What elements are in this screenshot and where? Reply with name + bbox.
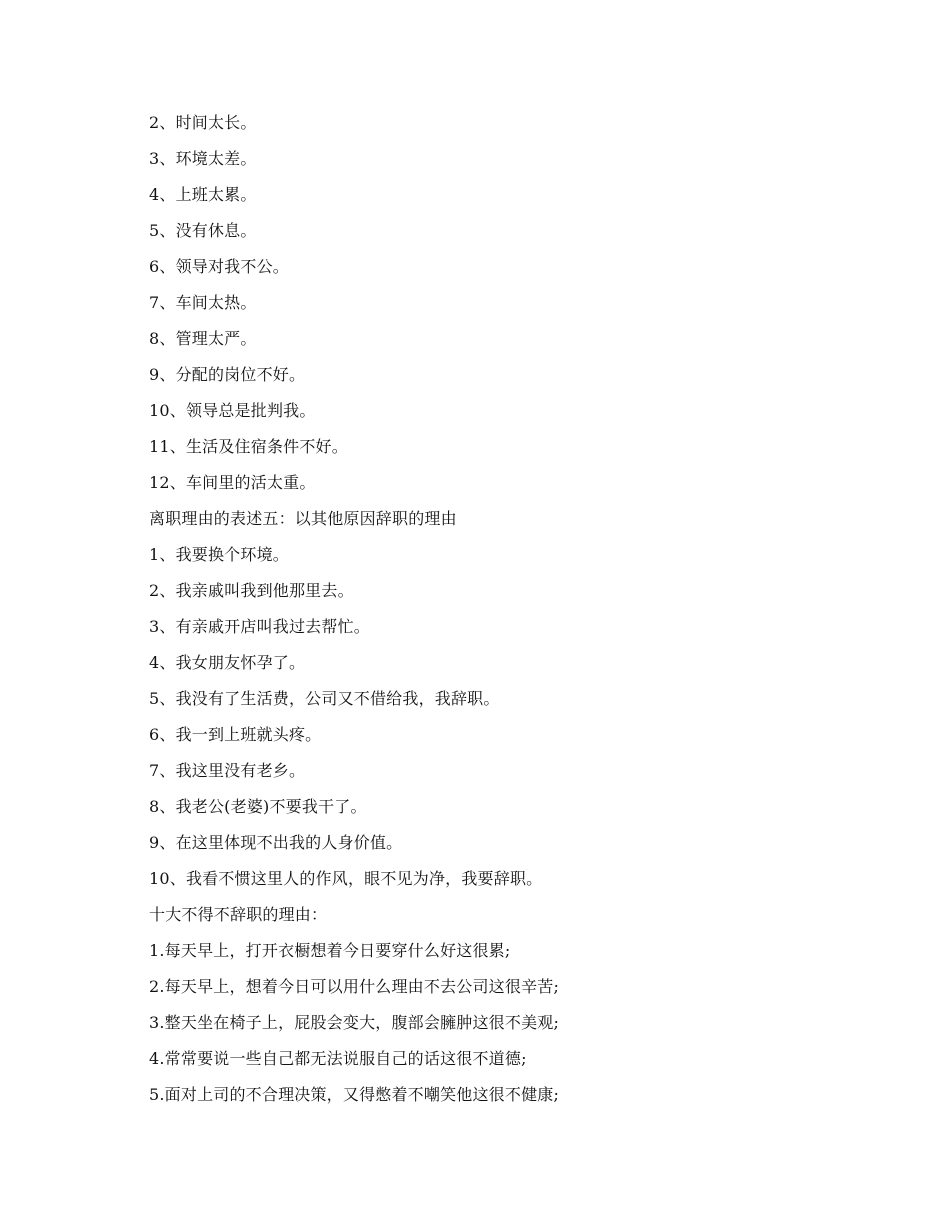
text-line: 5.面对上司的不合理决策，又得憋着不嘲笑他这很不健康; [149,1085,560,1104]
text-line: 2、我亲戚叫我到他那里去。 [149,581,354,600]
document-body [149,110,849,1118]
text-line: 9、分配的岗位不好。 [149,365,306,384]
text-line: 11、生活及住宿条件不好。 [149,437,348,456]
text-line: 5、没有休息。 [149,221,257,240]
text-line: 2.每天早上，想着今日可以用什么理由不去公司这很辛苦; [149,977,560,996]
text-line: 1、我要换个环境。 [149,545,289,564]
text-line: 3、环境太差。 [149,149,257,168]
text-line: 10、我看不惯这里人的作风，眼不见为净，我要辞职。 [149,869,543,888]
text-line: 6、我一到上班就头疼。 [149,725,322,744]
text-line: 4.常常要说一些自己都无法说服自己的话这很不道德; [149,1049,527,1068]
text-line: 8、管理太严。 [149,329,257,348]
text-line: 2、时间太长。 [149,113,257,132]
text-line: 7、车间太热。 [149,293,257,312]
text-line: 10、领导总是批判我。 [149,401,316,420]
text-line: 12、车间里的活太重。 [149,473,316,492]
section-heading: 十大不得不辞职的理由： [149,905,328,924]
text-line: 4、我女朋友怀孕了。 [149,653,306,672]
text-line: 5、我没有了生活费，公司又不借给我，我辞职。 [149,689,500,708]
section-heading: 离职理由的表述五：以其他原因辞职的理由 [149,509,457,528]
text-line: 3、有亲戚开店叫我过去帮忙。 [149,617,370,636]
text-line: 6、领导对我不公。 [149,257,289,276]
text-line: 1.每天早上，打开衣橱想着今日要穿什么好这很累; [149,941,511,960]
text-line: 4、上班太累。 [149,185,257,204]
text-line: 9、在这里体现不出我的人身价值。 [149,833,403,852]
text-line: 8、我老公(老婆)不要我干了。 [149,797,367,816]
text-line: 7、我这里没有老乡。 [149,761,306,780]
text-line: 3.整天坐在椅子上，屁股会变大，腹部会臃肿这很不美观; [149,1013,560,1032]
